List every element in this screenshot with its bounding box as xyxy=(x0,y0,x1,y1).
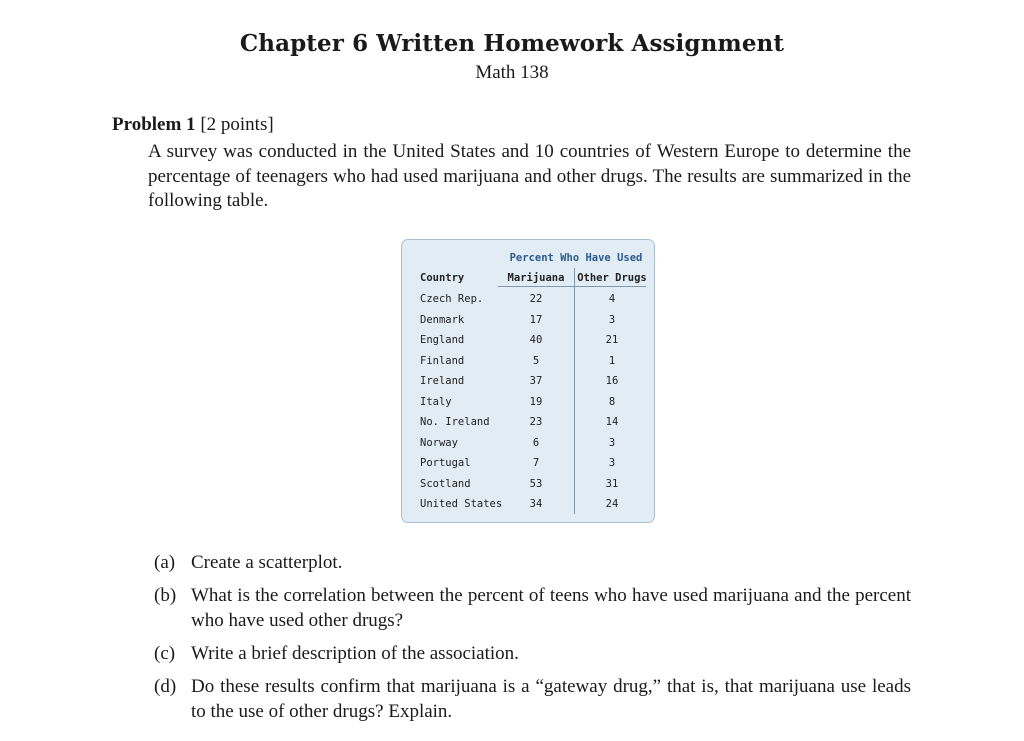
cell-marijuana: 37 xyxy=(529,375,543,387)
table-super-header: Percent Who Have Used xyxy=(509,252,643,264)
question-label: (a) xyxy=(154,552,176,573)
table-row xyxy=(402,498,656,518)
question-text: Do these results confirm that marijuana is a “gateway drug,” that is, that marijuana use leads to the use of other drugs? Explain. xyxy=(191,676,911,722)
cell-other-drugs: 1 xyxy=(608,354,616,367)
cell-country: Ireland xyxy=(420,375,465,387)
cell-marijuana: 22 xyxy=(529,293,543,305)
cell-marijuana: 53 xyxy=(529,477,543,490)
cell-marijuana: 40 xyxy=(529,334,543,346)
question-a xyxy=(154,550,911,575)
cell-marijuana: 6 xyxy=(532,436,540,449)
page-title: Chapter 6 Written Homework Assignment xyxy=(239,30,785,57)
column-header-marijuana: Marijuana xyxy=(507,272,565,284)
cell-country: United States xyxy=(420,498,503,510)
table-row xyxy=(402,478,656,498)
problem-label: Problem 1 xyxy=(112,114,196,135)
cell-marijuana: 23 xyxy=(529,416,543,428)
cell-country: Scotland xyxy=(420,477,471,490)
cell-other-drugs: 3 xyxy=(608,313,616,326)
cell-country: Italy xyxy=(420,395,452,408)
cell-country: Denmark xyxy=(420,313,465,326)
data-table xyxy=(401,239,655,523)
problem-points: [2 points] xyxy=(200,114,274,135)
question-label: (c) xyxy=(154,643,176,664)
table-row xyxy=(402,314,656,334)
question-c xyxy=(154,641,911,666)
question-text: Write a brief description of the association. xyxy=(191,643,519,664)
question-text: What is the correlation between the percent of teens who have used marijuana and the percent who have used other drugs? xyxy=(191,585,911,631)
cell-country: Czech Rep. xyxy=(420,293,484,305)
problem-heading xyxy=(112,114,274,136)
cell-country: Norway xyxy=(420,436,458,449)
course-subtitle: Math 138 xyxy=(475,62,549,83)
question-label: (d) xyxy=(154,676,177,697)
problem-text: A survey was conducted in the United States and 10 countries of Western Europe to determine the percentage of teenagers who had used marijuana and other drugs. The results are summarized in the following table. xyxy=(148,141,911,211)
cell-other-drugs: 14 xyxy=(605,416,619,428)
header-rule xyxy=(498,286,646,287)
column-header-country: Country xyxy=(420,272,465,284)
cell-other-drugs: 16 xyxy=(605,375,619,387)
table-row xyxy=(402,334,656,354)
table-row xyxy=(402,375,656,395)
cell-marijuana: 19 xyxy=(529,395,543,408)
cell-other-drugs: 3 xyxy=(608,457,616,469)
question-label: (b) xyxy=(154,585,177,606)
cell-other-drugs: 4 xyxy=(608,293,616,305)
cell-other-drugs: 31 xyxy=(605,477,619,490)
cell-marijuana: 5 xyxy=(532,354,540,367)
table-row xyxy=(402,437,656,457)
cell-other-drugs: 3 xyxy=(608,436,616,449)
question-b xyxy=(154,583,911,633)
cell-marijuana: 17 xyxy=(529,313,543,326)
cell-other-drugs: 21 xyxy=(605,334,619,346)
table-row xyxy=(402,293,656,313)
cell-country: Portugal xyxy=(420,457,471,469)
cell-marijuana: 7 xyxy=(532,457,540,469)
cell-country: No. Ireland xyxy=(420,416,490,428)
cell-marijuana: 34 xyxy=(529,498,543,510)
cell-other-drugs: 24 xyxy=(605,498,619,510)
table-row xyxy=(402,396,656,416)
cell-other-drugs: 8 xyxy=(608,395,616,408)
cell-country: England xyxy=(420,334,465,346)
table-row xyxy=(402,457,656,477)
question-text: Create a scatterplot. xyxy=(191,552,343,573)
question-d xyxy=(154,674,911,724)
column-header-other-drugs: Other Drugs xyxy=(577,272,647,284)
cell-country: Finland xyxy=(420,354,465,367)
table-row xyxy=(402,416,656,436)
table-row xyxy=(402,355,656,375)
